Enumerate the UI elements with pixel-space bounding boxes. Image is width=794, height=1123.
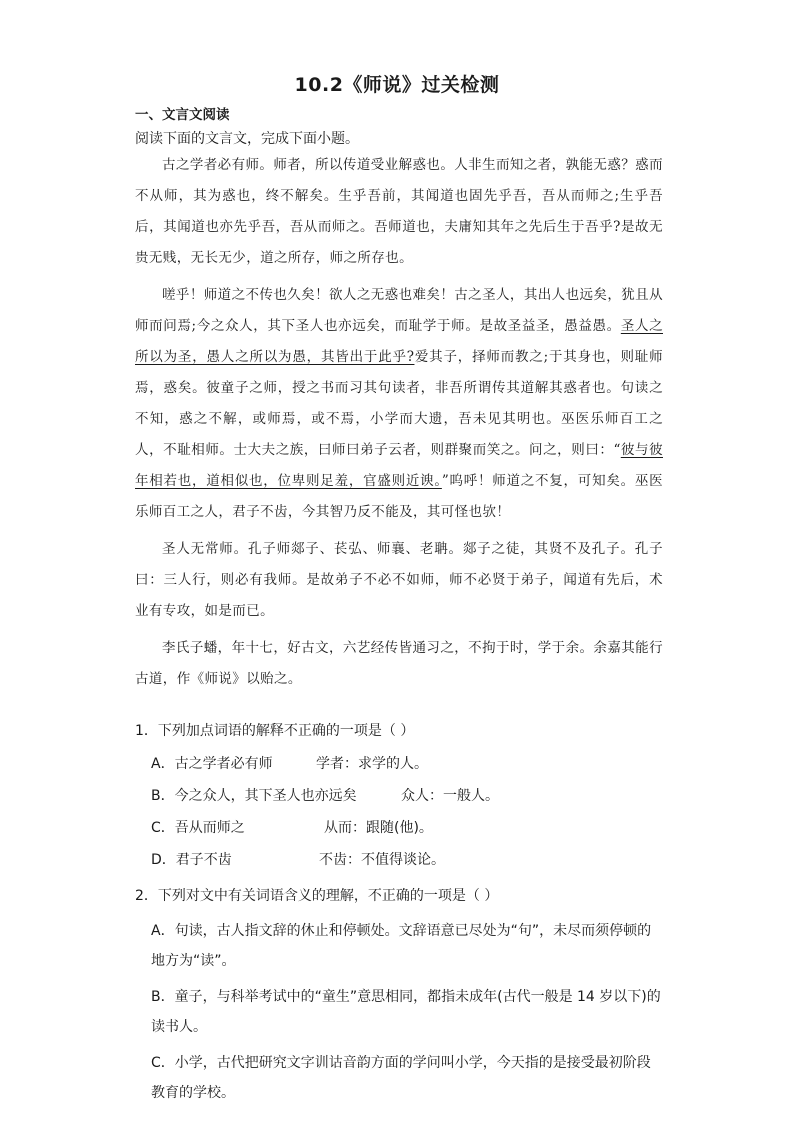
question-2-stem: 2．下列对文中有关词语含义的理解，不正确的一项是（ ） bbox=[135, 888, 499, 904]
passage-paragraph-3: 圣人无常师。孔子师郯子、苌弘、师襄、老聃。郯子之徒，其贤不及孔子。孔子曰：三人行，则必有我师。是故弟子不必不如师，师不必贤于弟子，闻道有先后，术业有专攻，如是而已。 bbox=[135, 541, 663, 619]
question-1-option-c bbox=[135, 815, 663, 847]
question-list bbox=[135, 718, 663, 1114]
question-2-option-c: C．小学，古代把研究文字训诂音韵方面的学问叫小学，今天指的是接受最初阶段教育的学校。 bbox=[151, 1055, 651, 1101]
question-1-option-a bbox=[135, 751, 663, 783]
passage-text: 嗟乎！师道之不传也久矣！欲人之无惑也难矣！古之圣人，其出人也远矣，犹且从师而问焉;今之众人，其下圣人也亦远矣，而耻学于师。是故圣益圣，愚益愚。 bbox=[135, 287, 663, 334]
option-explanation: 从而：跟随(他)。 bbox=[324, 820, 433, 836]
option-text: D．君子不齿 bbox=[151, 852, 232, 868]
section-heading: 一、文言文阅读 bbox=[135, 107, 230, 123]
underlined-quote: 彼与彼年相若也，道相似也，位卑则足羞，官盛则近谀。 bbox=[135, 442, 663, 489]
question-1-option-d bbox=[135, 847, 663, 879]
question-1-option-b bbox=[135, 783, 663, 815]
passage-paragraph-2 bbox=[135, 280, 663, 528]
classical-passage bbox=[135, 150, 663, 695]
passage-text: 爱其子，择师而教之;于其身也，则耻师焉，惑矣。彼童子之师，授之书而习其句读者，非吾所谓传其道解其惑者也。句读之不知，惑之不解，或师焉，或不焉，小学而大遗，吾未见其明也。巫医乐师百工之人，不耻相师。士大夫之族，曰师曰弟子云者，则群聚而笑之。问之，则曰：“ bbox=[135, 349, 663, 458]
page-title: 10.2《师说》过关检测 bbox=[294, 74, 500, 96]
question-2-option-b: B．童子，与科举考试中的“童生”意思相同，都指未成年(古代一般是 14 岁以下)的读书人。 bbox=[151, 989, 661, 1035]
passage-paragraph-1: 古之学者必有师。师者，所以传道受业解惑也。人非生而知之者，孰能无惑？惑而不从师，其为惑也，终不解矣。生乎吾前，其闻道也固先乎吾，吾从而师之;生乎吾后，其闻道也亦先乎吾，吾从而师之。吾师道也，夫庸知其年之先后生于吾乎?是故无贵无贱，无长无少，道之所存，师之所存也。 bbox=[135, 157, 663, 266]
instruction-text: 阅读下面的文言文，完成下面小题。 bbox=[135, 131, 359, 147]
option-explanation: 不齿：不值得谈论。 bbox=[319, 852, 445, 868]
option-text: C．吾从而师之 bbox=[151, 820, 245, 836]
passage-text: ”呜呼！师道之不复，可知矣。巫医乐师百工之人，君子不齿，今其智乃反不能及，其可怪也欤！ bbox=[135, 473, 663, 520]
passage-paragraph-4: 李氏子蟠，年十七，好古文，六艺经传皆通习之，不拘于时，学于余。余嘉其能行古道，作《师说》以贻之。 bbox=[135, 640, 663, 687]
option-text: A．古之学者必有师 bbox=[151, 756, 273, 772]
underlined-sentence: 圣人之所以为圣，愚人之所以为愚，其皆出于此乎? bbox=[135, 318, 663, 365]
option-explanation: 众人：一般人。 bbox=[401, 788, 499, 804]
question-2-option-a: A．句读，古人指文辞的休止和停顿处。文辞语意已尽处为“句”，未尽而须停顿的地方为“读”。 bbox=[151, 923, 652, 969]
option-text: B．今之众人，其下圣人也亦远矣 bbox=[151, 788, 357, 804]
option-explanation: 学者：求学的人。 bbox=[316, 756, 428, 772]
question-1-stem: 1．下列加点词语的解释不正确的一项是（ ） bbox=[135, 723, 415, 739]
